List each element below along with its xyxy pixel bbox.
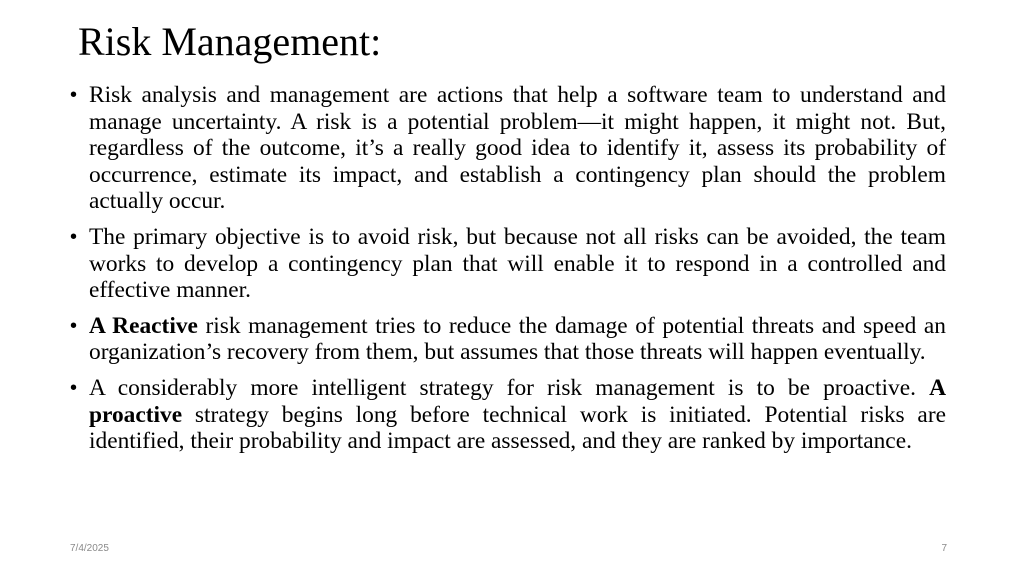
- bullet-text-rest: strategy begins long before technical work is initiated. Potential risks are identified, their probability and impact are assessed, and they are ranked by importance.: [89, 401, 946, 455]
- bullet-item: [70, 375, 946, 455]
- slide-title: Risk Management:: [78, 19, 382, 64]
- bullet-text: [89, 375, 946, 454]
- bullet-text-rest: risk management tries to reduce the damage of potential threats and speed an organization’s recovery from them, but assumes that those threats will happen eventually.: [89, 312, 946, 366]
- bullet-text: The primary objective is to avoid risk, but because not all risks can be avoided, the team works to develop a contingency plan that will enable it to respond in a controlled and effective manner.: [89, 223, 946, 304]
- bullet-text-lead: A considerably more intelligent strategy for risk management is to be proactive.: [89, 374, 930, 401]
- bullet-item: [70, 313, 946, 366]
- bullet-item: [70, 224, 946, 304]
- bullet-icon: •: [70, 314, 78, 337]
- footer-date: 7/4/2025: [70, 543, 109, 554]
- bullet-icon: •: [70, 225, 78, 248]
- bullet-text: [89, 313, 946, 366]
- bullet-item: [70, 82, 946, 215]
- footer-page-number: 7: [941, 543, 947, 554]
- bold-term-reactive: A Reactive: [89, 312, 198, 339]
- bullet-text: Risk analysis and management are actions that help a software team to understand and manage uncertainty. A risk is a potential problem—it might happen, it might not. But, regardless of the outcome, it’s a really good idea to identify it, assess its probability of occurrence, estimate its impact, and establish a contingency plan should the problem actually occur.: [89, 82, 946, 215]
- bullet-list: [70, 82, 946, 464]
- bullet-icon: •: [70, 376, 78, 399]
- bold-term-proactive: A proactive: [89, 374, 946, 428]
- bullet-icon: •: [70, 84, 78, 106]
